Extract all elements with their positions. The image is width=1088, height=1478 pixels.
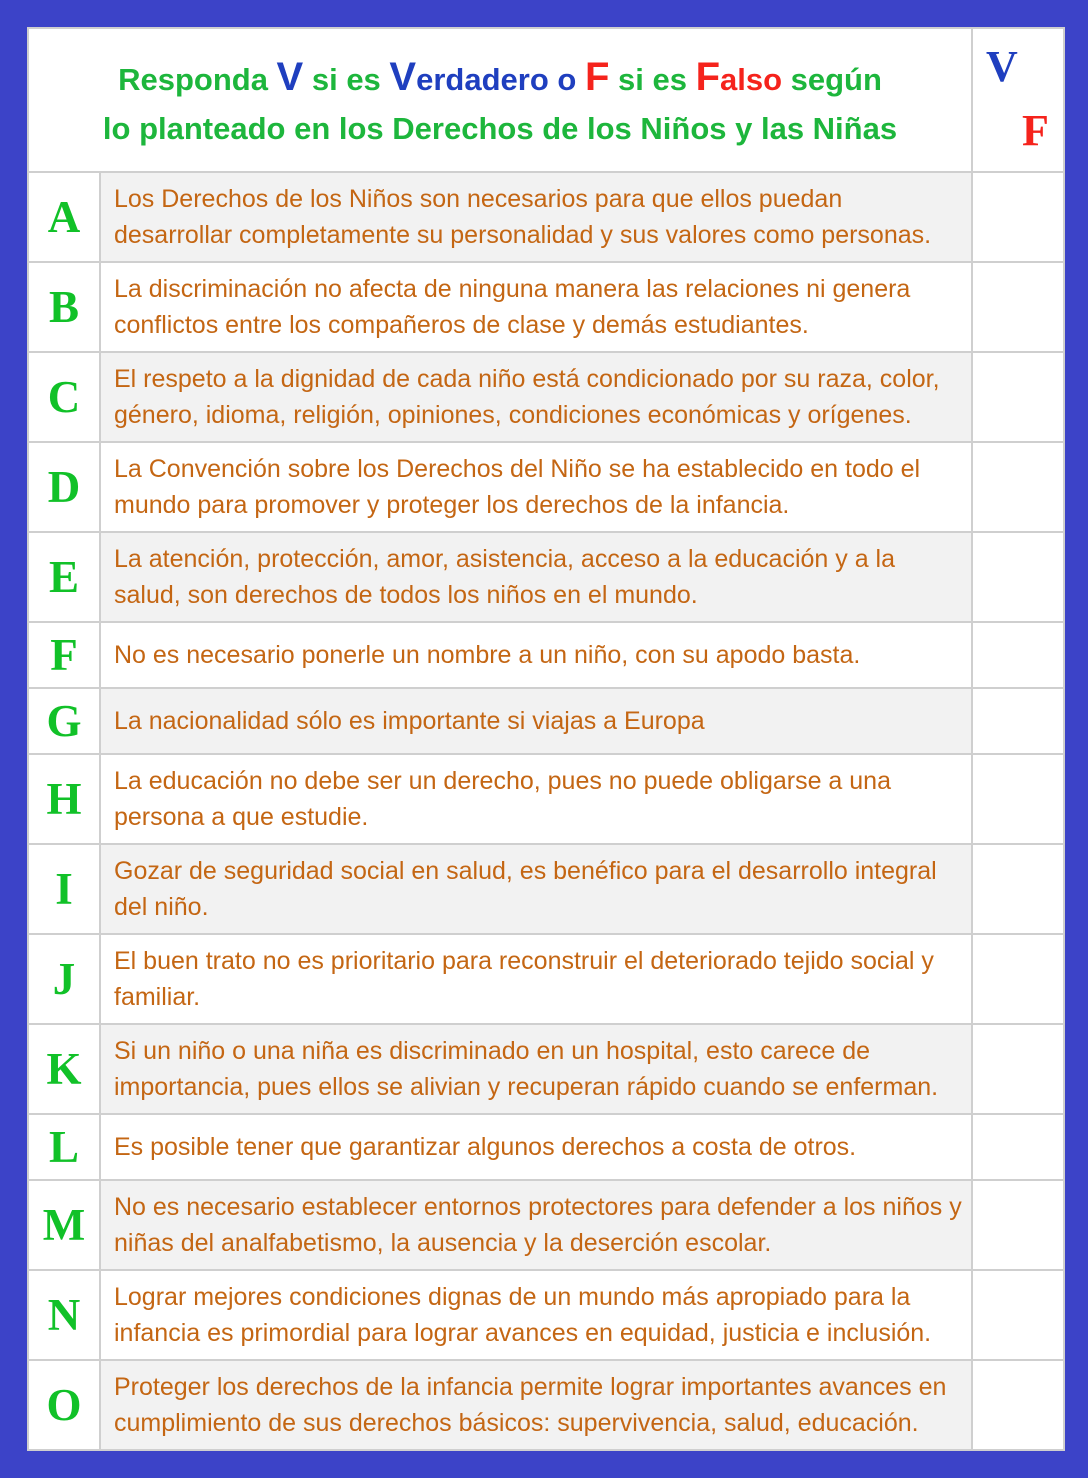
statement-row [28, 352, 1064, 442]
statement-text: No es necesario ponerle un nombre a un niño, con su apodo basta. [100, 622, 972, 688]
statement-letter: E [28, 532, 100, 622]
instructions-line-1: Responda V si es Verdadero o F si es Falso según [118, 55, 882, 99]
statement-letter: O [28, 1360, 100, 1450]
answer-cell[interactable] [972, 934, 1064, 1024]
statement-text: El respeto a la dignidad de cada niño está condicionado por su raza, color, género, idioma, religión, opiniones, condiciones económicas y orígenes. [100, 352, 972, 442]
worksheet [27, 27, 1063, 1449]
statement-text: Es posible tener que garantizar algunos derechos a costa de otros. [100, 1114, 972, 1180]
answer-cell[interactable] [972, 1114, 1064, 1180]
true-false-table [27, 27, 1065, 1451]
statement-letter: C [28, 352, 100, 442]
statement-text: El buen trato no es prioritario para reconstruir el deteriorado tejido social y familiar. [100, 934, 972, 1024]
instructions-title [28, 28, 972, 172]
vf-header [972, 28, 1064, 172]
statement-text: No es necesario establecer entornos protectores para defender a los niños y niñas del analfabetismo, la ausencia y la deserción escolar. [100, 1180, 972, 1270]
statement-letter: A [28, 172, 100, 262]
answer-cell[interactable] [972, 688, 1064, 754]
statement-row [28, 442, 1064, 532]
answer-cell[interactable] [972, 754, 1064, 844]
true-label: V [986, 42, 1018, 91]
false-label: F [1022, 106, 1049, 155]
statement-row [28, 688, 1064, 754]
answer-cell[interactable] [972, 844, 1064, 934]
statement-text: Si un niño o una niña es discriminado en un hospital, esto carece de importancia, pues ellos se alivian y recuperan rápido cuando se enferman. [100, 1024, 972, 1114]
statement-text: Proteger los derechos de la infancia permite lograr importantes avances en cumplimiento de sus derechos básicos: supervivencia, salud, educación. [100, 1360, 972, 1450]
statement-text: La educación no debe ser un derecho, pues no puede obligarse a una persona a que estudie. [100, 754, 972, 844]
answer-cell[interactable] [972, 1360, 1064, 1450]
answer-cell[interactable] [972, 262, 1064, 352]
statement-letter: F [28, 622, 100, 688]
statement-row [28, 844, 1064, 934]
answer-cell[interactable] [972, 172, 1064, 262]
statement-text: La discriminación no afecta de ninguna manera las relaciones ni genera conflictos entre los compañeros de clase y demás estudiantes. [100, 262, 972, 352]
statement-letter: H [28, 754, 100, 844]
statement-row [28, 262, 1064, 352]
answer-cell[interactable] [972, 352, 1064, 442]
statement-letter: D [28, 442, 100, 532]
statement-letter: J [28, 934, 100, 1024]
statement-row [28, 1180, 1064, 1270]
statement-row [28, 1360, 1064, 1450]
statement-letter: G [28, 688, 100, 754]
statement-letter: B [28, 262, 100, 352]
statement-text: Los Derechos de los Niños son necesarios para que ellos puedan desarrollar completamente su personalidad y sus valores como personas. [100, 172, 972, 262]
statement-letter: L [28, 1114, 100, 1180]
statement-text: Lograr mejores condiciones dignas de un mundo más apropiado para la infancia es primordial para lograr avances en equidad, justicia e inclusión. [100, 1270, 972, 1360]
statement-letter: N [28, 1270, 100, 1360]
answer-cell[interactable] [972, 1024, 1064, 1114]
instructions-line-2: lo planteado en los Derechos de los Niños y las Niñas [102, 111, 898, 146]
answer-cell[interactable] [972, 622, 1064, 688]
answer-cell[interactable] [972, 1180, 1064, 1270]
statement-letter: I [28, 844, 100, 934]
statement-row [28, 934, 1064, 1024]
statement-row [28, 1024, 1064, 1114]
statement-row [28, 622, 1064, 688]
statement-text: La Convención sobre los Derechos del Niño se ha establecido en todo el mundo para promover y proteger los derechos de la infancia. [100, 442, 972, 532]
answer-cell[interactable] [972, 532, 1064, 622]
answer-cell[interactable] [972, 442, 1064, 532]
statement-row [28, 172, 1064, 262]
header-row [28, 28, 1064, 172]
statement-row [28, 532, 1064, 622]
statement-text: La nacionalidad sólo es importante si viajas a Europa [100, 688, 972, 754]
statement-row [28, 1270, 1064, 1360]
statement-row [28, 1114, 1064, 1180]
statement-letter: M [28, 1180, 100, 1270]
statement-row [28, 754, 1064, 844]
statement-letter: K [28, 1024, 100, 1114]
answer-cell[interactable] [972, 1270, 1064, 1360]
statement-text: La atención, protección, amor, asistencia, acceso a la educación y a la salud, son derechos de todos los niños en el mundo. [100, 532, 972, 622]
statement-text: Gozar de seguridad social en salud, es benéfico para el desarrollo integral del niño. [100, 844, 972, 934]
